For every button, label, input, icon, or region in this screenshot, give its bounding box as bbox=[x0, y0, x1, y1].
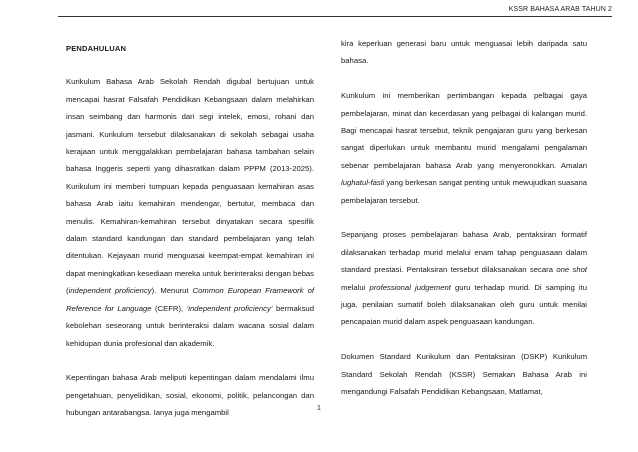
text-run: Kurikulum Bahasa Arab Sekolah Rendah digubal bertujuan untuk mencapai hasrat Falsafah Pendidikan Kebangsaan dalam melahirkan insan seimbang dan harmonis dari segi intelek, emosi, rohani dan jasmani. Kurikulum tersebut dilaksanakan di sekolah sebagai usaha kerajaan untuk menggalakkan pembelajaran bahasa tambahan selain bahasa Inggeris seperti yang dihasratkan dalam PPPM (2013-2025). Kurikulum ini memberi tumpuan kepada penguasaan kemahiran asas bahasa Arab iaitu kemahiran mendengar, bertutur, membaca dan menulis. Kemahiran-kemahiran tersebut dinyatakan secara spesifik dalam standard kandungan dan standard pembelajaran yang telah ditentukan. Kejayaan murid menguasai keempat-empat kemahiran ini dapat meningkatkan kesediaan mereka untuk berinteraksi dengan bebas ( bbox=[66, 77, 314, 296]
emphasis-text: one shot bbox=[556, 265, 588, 275]
importance-paragraph: Kepentingan bahasa Arab meliputi kepentingan dalam mendalami ilmu pengetahuan, penyelidikan, sosial, ekonomi, politik, pelancongan dan hubungan antarabangsa. Ianya juga mengambil bbox=[66, 373, 314, 418]
assessment-paragraph bbox=[341, 226, 587, 330]
emphasis-text: independent proficiency bbox=[68, 286, 152, 296]
section-heading: PENDAHULUAN bbox=[66, 44, 127, 53]
emphasis-text: lughatul-fasli bbox=[341, 178, 385, 188]
right-column bbox=[341, 35, 587, 400]
text-run: melalui bbox=[341, 282, 370, 292]
dskp-paragraph: Dokumen Standard Kurikulum dan Pentaksiran (DSKP) Kurikulum Standard Sekolah Rendah (KSSR) Semakan Bahasa Arab ini mengandungi Falsafah Pendidikan Kebangsaan, Matlamat, bbox=[341, 352, 587, 397]
header-divider bbox=[58, 16, 612, 17]
text-run: ). Menurut bbox=[151, 286, 193, 296]
learning-style-paragraph bbox=[341, 87, 587, 209]
text-run: bermaksud kebolehan seseorang untuk berinteraksi dalam wacana sosial dalam kehidupan dunia profesional dan akademik. bbox=[66, 303, 314, 348]
text-run: guru terhadap murid. Di samping itu juga, penilaian sumatif boleh dilaksanakan oleh guru untuk menilai pencapaian murid dalam aspek penguasaan kandungan. bbox=[341, 282, 587, 327]
emphasis-text: ‘independent proficiency’ bbox=[186, 303, 273, 313]
text-run: yang berkesan sangat penting untuk mewujudkan suasana pembelajaran tersebut. bbox=[341, 178, 587, 205]
text-run: Kurikulum ini memberikan pertimbangan kepada pelbagai gaya pembelajaran, minat dan kecerdasan yang pelbagai di kalangan murid. Bagi mencapai hasrat tersebut, teknik pengajaran guru yang berkesan sangat diperlukan untuk membantu murid mengalami pengalaman sebenar pembelajaran bahasa Arab yang menyeronokkan. Amalan bbox=[341, 91, 587, 170]
text-run: Sepanjang proses pembelajaran bahasa Arab, pentaksiran formatif dilaksanakan terhadap murid melalui enam tahap penguasaan dalam standard prestasi. Pentaksiran tersebut dilaksanakan secara bbox=[341, 230, 587, 275]
document-title: KSSR BAHASA ARAB TAHUN 2 bbox=[508, 6, 612, 13]
emphasis-text: professional judgement bbox=[369, 282, 451, 292]
left-column bbox=[66, 36, 314, 422]
intro-paragraph bbox=[66, 73, 314, 352]
text-run: (CEFR), bbox=[151, 303, 187, 313]
page-number: 1 bbox=[317, 405, 321, 412]
emphasis-text: Common European Framework of Reference for Language bbox=[66, 286, 315, 313]
continuation-paragraph: kira keperluan generasi baru untuk menguasai lebih daripada satu bahasa. bbox=[341, 39, 587, 66]
